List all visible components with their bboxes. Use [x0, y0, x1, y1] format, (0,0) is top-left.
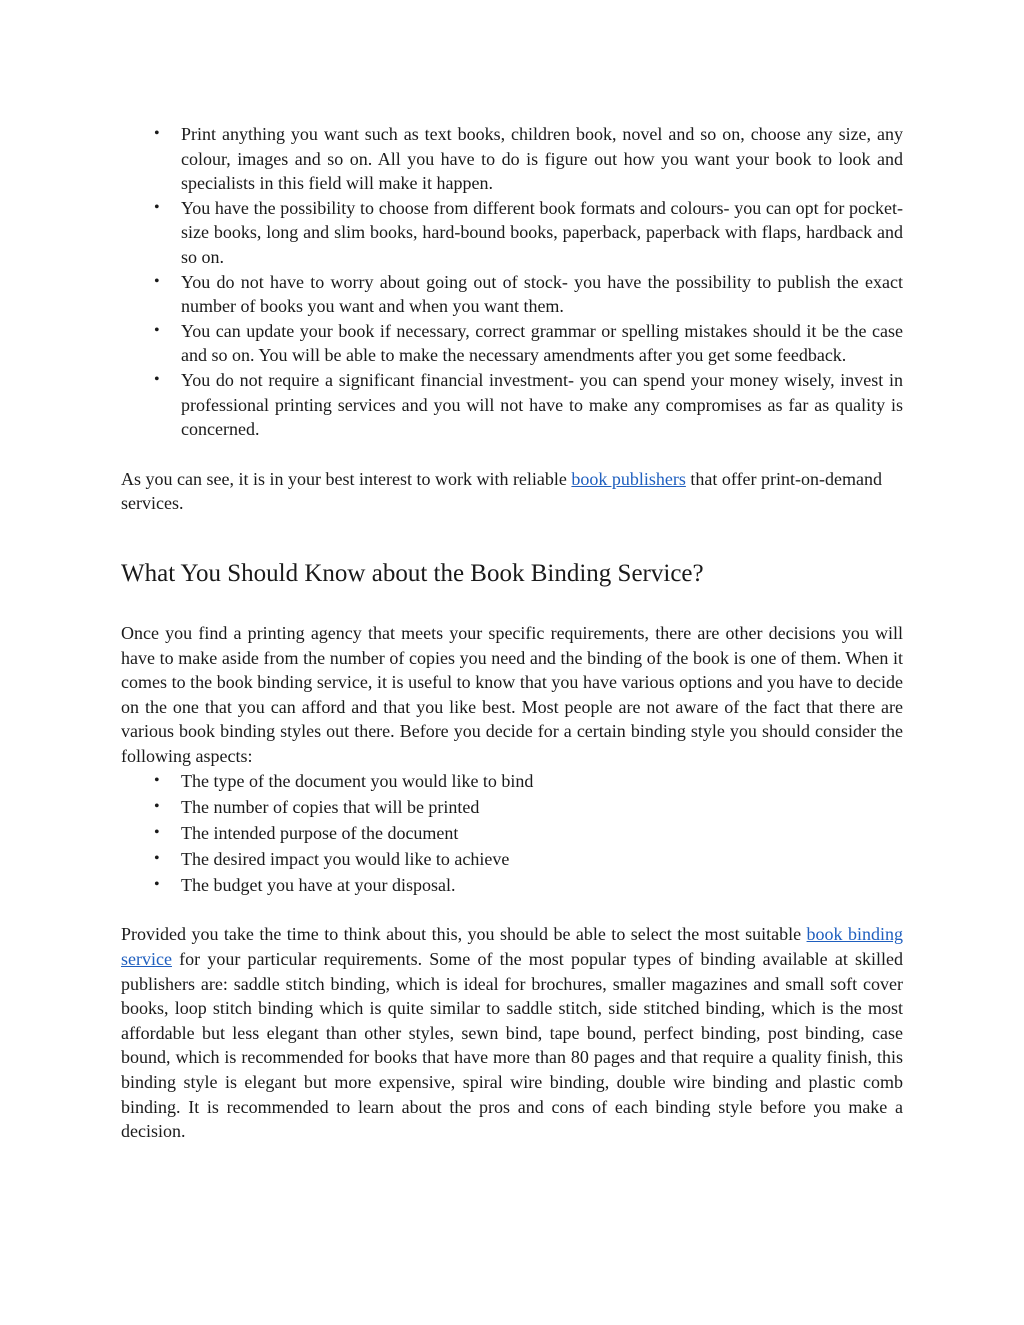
bullet-icon: • [154, 370, 160, 388]
bullet-icon: • [154, 198, 160, 216]
list-item-text: You do not require a significant financial investment- you can spend your money wisely, invest in professional printing services and you will not have to make any compromises as far as quality is concerned. [181, 369, 903, 440]
bullet-icon: • [154, 798, 160, 816]
list-item-text: The intended purpose of the document [181, 823, 459, 844]
list-item [121, 368, 903, 442]
bullet-icon: • [154, 772, 160, 790]
binding-intro-paragraph: Once you find a printing agency that meets your specific requirements, there are other decisions you will have to make aside from the number of copies you need and the binding of the book is one of them. When it comes to the book binding service, it is useful to know that you have various options and you have to decide on the one that you can afford and that you like best. Most people are not aware of the fact that there are various book binding styles out there. Before you decide for a certain binding style you should consider the following aspects: [121, 622, 903, 766]
list-item-text: The budget you have at your disposal. [181, 875, 456, 896]
list-item [121, 270, 903, 319]
list-item [121, 122, 903, 196]
document-page [121, 122, 903, 1144]
list-item [121, 319, 903, 368]
bullet-icon: • [154, 321, 160, 339]
list-item [121, 820, 903, 846]
list-item-text: The type of the document you would like to bind [181, 771, 534, 792]
benefits-list [121, 122, 903, 442]
list-item [121, 794, 903, 820]
bullet-icon: • [154, 824, 160, 842]
list-item-text: The number of copies that will be printed [181, 797, 480, 818]
list-item [121, 872, 903, 898]
bullet-icon: • [154, 876, 160, 894]
list-item-text: Print anything you want such as text books, children book, novel and so on, choose any size, any colour, images and so on. All you have to do is figure out how you want your book to look and specialists in this field will make it happen. [181, 124, 903, 194]
book-publishers-link[interactable]: book publishers [571, 468, 686, 489]
bullet-icon: • [154, 850, 160, 868]
list-item [121, 846, 903, 872]
book-binding-service-link[interactable]: book binding service [121, 924, 904, 970]
binding-types-paragraph: Provided you take the time to think about this, you should be able to select the most suitable book binding service for your particular requirements. Some of the most popular types of binding available at skilled publishers are: saddle stitch binding, which is ideal for brochures, smaller magazines and small soft cover books, loop stitch binding which is quite similar to saddle stitch, side stitched binding, which is the most affordable but less elegant than other styles, sewn bind, tape bound, perfect binding, post binding, case bound, which is recommended for books that have more than 80 pages and that require a quality finish, this binding style is elegant but more expensive, spiral wire binding, double wire binding and plastic comb binding. It is recommended to learn about the pros and cons of each binding style before you make a decision. [121, 924, 904, 1142]
list-item-text: You do not have to worry about going out of stock- you have the possibility to publish the exact number of books you want and when you want them. [181, 271, 903, 317]
bullet-icon: • [154, 125, 160, 142]
list-item-text: You can update your book if necessary, correct grammar or spelling mistakes should it be the case and so on. You will be able to make the necessary amendments after you get some feedback. [181, 320, 903, 366]
list-item [121, 196, 903, 270]
publishers-paragraph: As you can see, it is in your best interest to work with reliable book publishers that offer print-on-demand services. [121, 468, 883, 514]
list-item [121, 768, 903, 794]
list-item-text: You have the possibility to choose from different book formats and colours- you can opt for pocket-size books, long and slim books, hard-bound books, paperback, paperback with flaps, hardback and so on. [181, 197, 903, 267]
list-item-text: The desired impact you would like to achieve [181, 849, 510, 870]
bullet-icon: • [154, 272, 160, 290]
section-heading: What You Should Know about the Book Binding Service? [121, 559, 704, 587]
aspects-list [121, 768, 903, 898]
